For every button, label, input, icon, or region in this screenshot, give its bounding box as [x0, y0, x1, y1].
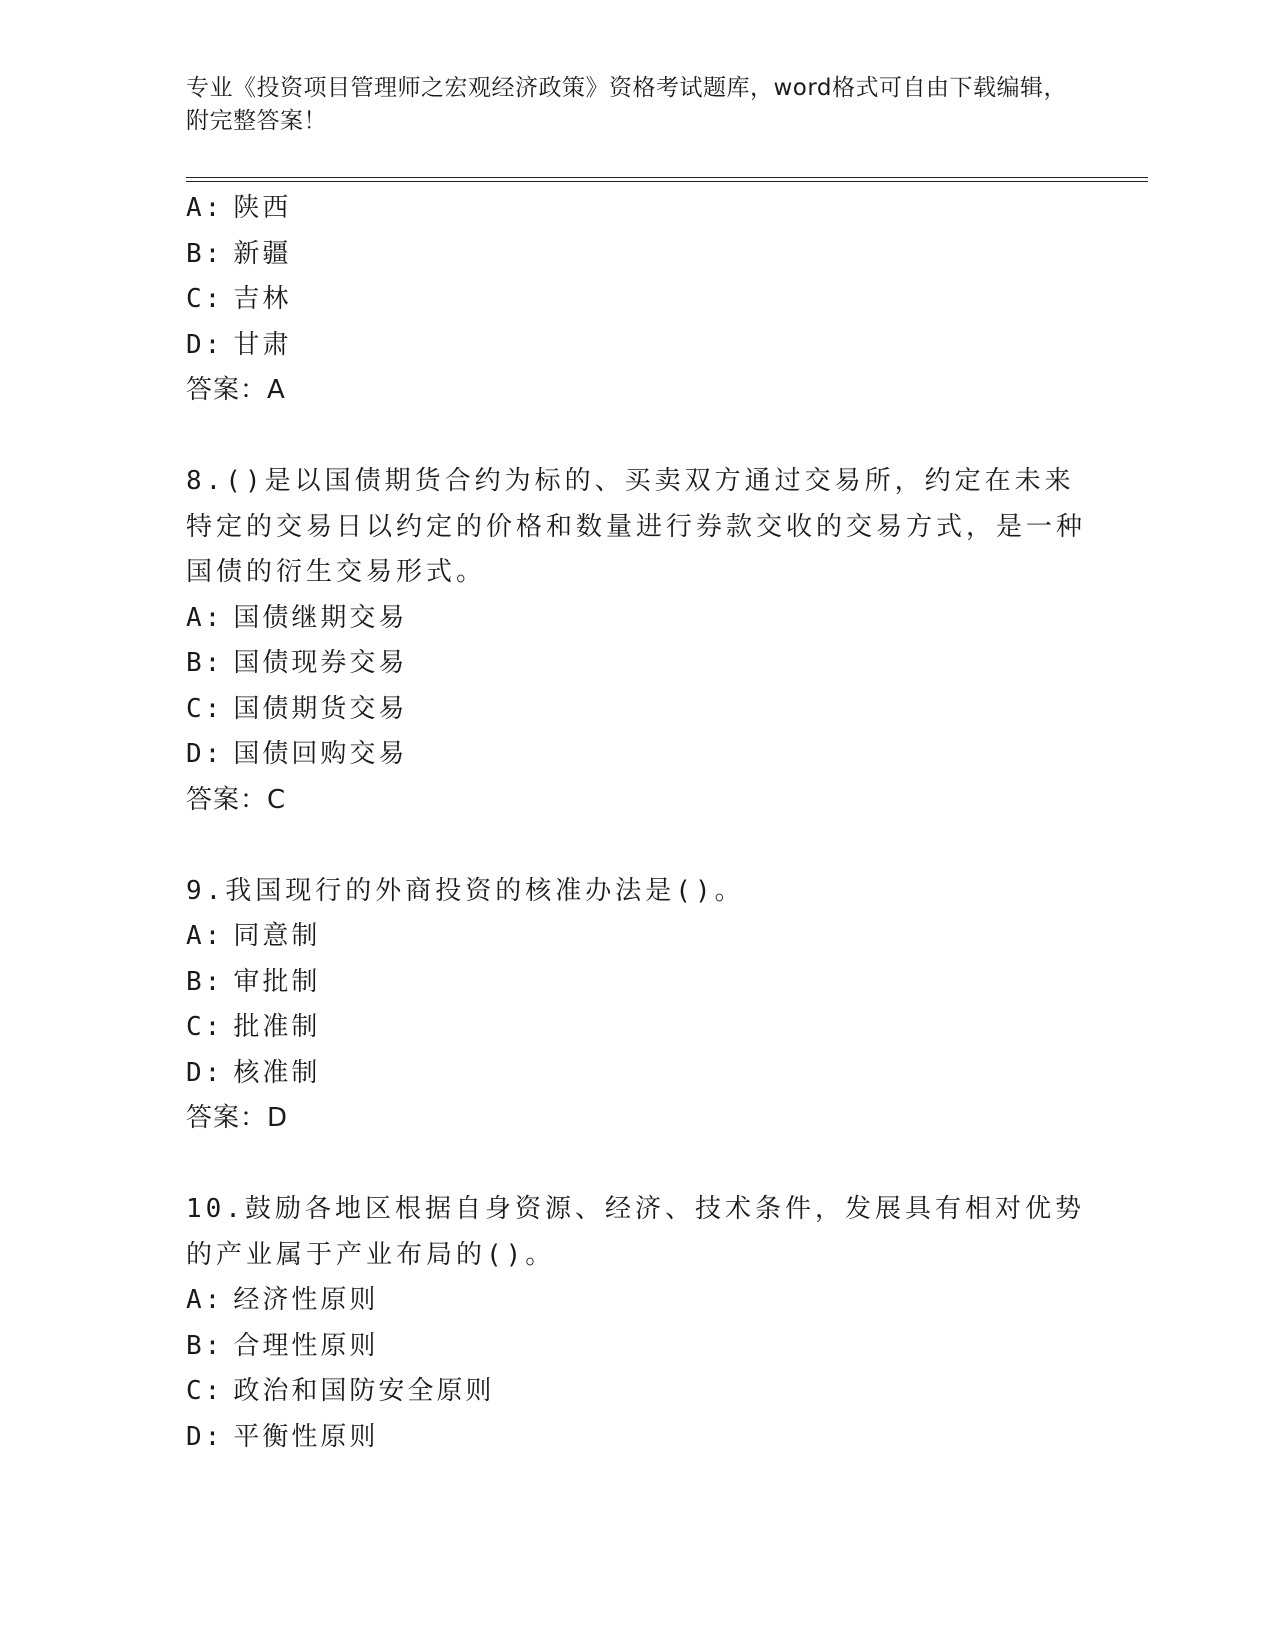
- option-a: A: 陕西: [186, 193, 292, 223]
- option-d: D: 平衡性原则: [186, 1421, 379, 1452]
- spacer: [186, 823, 1146, 869]
- option-d: D: 甘肃: [186, 329, 292, 360]
- option-a: A: 国债继期交易: [186, 602, 408, 633]
- question-8-block: [186, 459, 1146, 823]
- spacer: [186, 414, 1146, 460]
- header-rule-bottom: [186, 181, 1148, 182]
- answer-line: 答案：C: [186, 784, 287, 815]
- option-c: C: 吉林: [186, 284, 292, 314]
- question-list: [186, 186, 1146, 1460]
- spacer: [186, 1142, 1146, 1188]
- answer-line: 答案：A: [186, 375, 286, 405]
- question-7-block: [186, 186, 1146, 414]
- document-header: 专业《投资项目管理师之宏观经济政策》资格考试题库，word格式可自由下载编辑，附完整答案！: [186, 75, 1068, 134]
- option-b: B: 新疆: [186, 238, 292, 269]
- question-text: 8.()是以国债期货合约为标的、买卖双方通过交易所，约定在未来特定的交易日以约定的价格和数量进行券款交收的交易方式，是一种国债的衍生交易形式。: [186, 466, 1087, 587]
- option-b: B: 合理性原则: [186, 1330, 379, 1361]
- option-a: A: 同意制: [186, 921, 321, 951]
- question-10-block: [186, 1187, 1146, 1460]
- option-b: B: 国债现券交易: [186, 648, 408, 678]
- option-b: B: 审批制: [186, 966, 321, 997]
- answer-line: 答案：D: [186, 1103, 289, 1133]
- question-text: 10.鼓励各地区根据自身资源、经济、技术条件，发展具有相对优势的产业属于产业布局的()。: [186, 1194, 1085, 1270]
- option-c: C: 国债期货交易: [186, 693, 408, 724]
- option-c: C: 批准制: [186, 1012, 321, 1042]
- option-d: D: 核准制: [186, 1057, 321, 1088]
- question-9-block: [186, 869, 1146, 1142]
- option-c: C: 政治和国防安全原则: [186, 1376, 495, 1406]
- question-text: 9.我国现行的外商投资的核准办法是()。: [186, 875, 745, 906]
- header-rule-top: [186, 177, 1148, 178]
- option-d: D: 国债回购交易: [186, 739, 408, 769]
- option-a: A: 经济性原则: [186, 1285, 379, 1315]
